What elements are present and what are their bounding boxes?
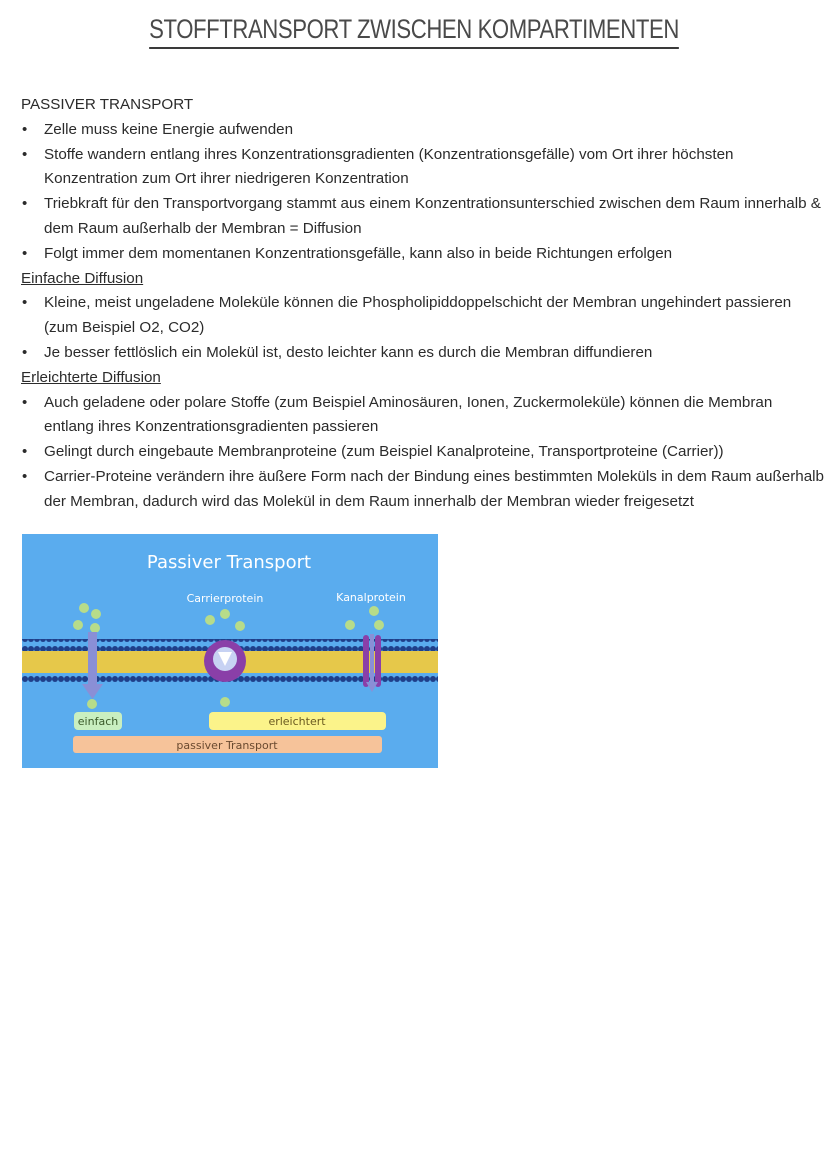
molecule — [90, 623, 100, 633]
passive-transport-figure — [22, 534, 438, 768]
simple-diffusion-list — [21, 291, 825, 365]
facilitated-label: erleichtert — [268, 715, 326, 728]
subheading-facilitated-diffusion: Erleichterte Diffusion — [21, 368, 161, 386]
molecule — [73, 620, 83, 630]
molecule — [220, 697, 230, 707]
list-item: • Triebkraft für den Transportvorgang stammt aus einem Konzentrationsunterschied zwischen dem Raum innerhalb & dem Raum außerhalb der Membran = Diffusion — [21, 192, 825, 242]
list-item: • Kleine, meist ungeladene Moleküle können die Phospholipiddoppelschicht der Membran ungehindert passieren (zum Beispiel O2, CO2) — [21, 291, 825, 341]
list-item: • Zelle muss keine Energie aufwenden — [21, 118, 825, 143]
molecule — [369, 606, 379, 616]
molecule — [235, 621, 245, 631]
list-item: • Auch geladene oder polare Stoffe (zum Beispiel Aminosäuren, Ionen, Zuckermoleküle) können die Membran entlang ihres Konzentrationsgradienten passieren — [21, 391, 825, 441]
simple-label: einfach — [77, 715, 119, 728]
molecule — [220, 609, 230, 619]
list-item: • Je besser fettlöslich ein Molekül ist, desto leichter kann es durch die Membran diffundieren — [21, 341, 825, 366]
page-title: STOFFTRANSPORT ZWISCHEN KOMPARTIMENTEN — [0, 14, 828, 49]
list-item: • Stoffe wandern entlang ihres Konzentrationsgradienten (Konzentrationsgefälle) vom Ort ihrer höchsten Konzentration zum Ort ihrer niedrigeren Konzentration — [21, 143, 825, 193]
molecule — [91, 609, 101, 619]
figure-title: Passiver Transport — [146, 552, 312, 573]
facilitated-diffusion-list — [21, 391, 825, 515]
molecule — [345, 620, 355, 630]
passive-label: passiver Transport — [176, 739, 278, 752]
molecule — [79, 603, 89, 613]
section-heading-passive: PASSIVER TRANSPORT — [21, 96, 194, 113]
list-item: • Folgt immer dem momentanen Konzentrationsgefälle, kann also in beide Richtungen erfolgen — [21, 242, 825, 267]
membrane-diagram — [22, 534, 438, 768]
list-item: • Carrier-Proteine verändern ihre äußere Form nach der Bindung eines bestimmten Moleküls in dem Raum außerhalb der Membran, dadurch wird das Molekül in dem Raum innerhalb der Membran wieder freigesetzt — [21, 465, 825, 515]
molecule — [374, 620, 384, 630]
list-item: • Gelingt durch eingebaute Membranproteine (zum Beispiel Kanalproteine, Transportproteine (Carrier)) — [21, 440, 825, 465]
carrier-label: Carrierprotein — [186, 592, 264, 605]
arrow-shaft — [88, 632, 97, 686]
arrow-shaft — [370, 634, 374, 684]
molecule — [87, 699, 97, 709]
channel-label: Kanalprotein — [336, 591, 406, 604]
subheading-simple-diffusion: Einfache Diffusion — [21, 269, 144, 287]
molecule — [205, 615, 215, 625]
passive-list — [21, 118, 825, 267]
document-body — [21, 93, 825, 515]
channel-protein-icon — [375, 635, 381, 687]
channel-protein-icon — [363, 635, 369, 687]
